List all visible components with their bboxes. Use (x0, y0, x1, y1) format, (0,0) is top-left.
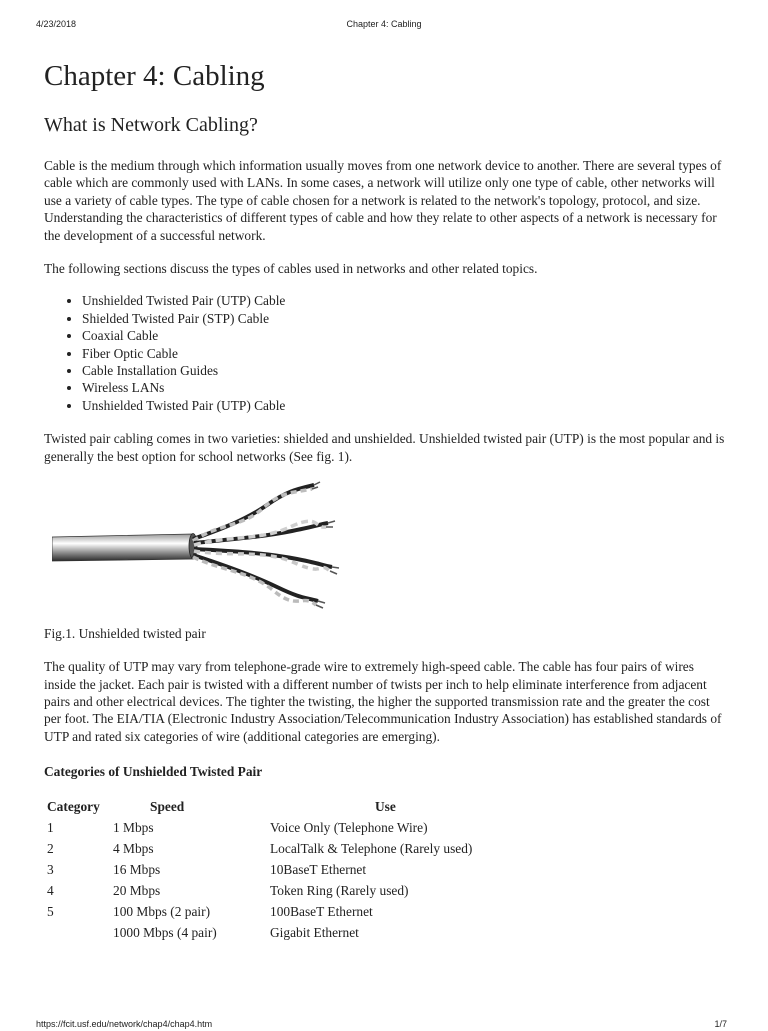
document-body (44, 58, 728, 944)
cell-category (47, 923, 113, 944)
topic-link-fiber[interactable]: • Fiber Optic Cable (82, 345, 728, 362)
cell-use: LocalTalk & Telephone (Rarely used) (270, 841, 473, 857)
cell-speed: 1000 Mbps (4 pair) (113, 925, 217, 941)
print-page-number: 1/7 (714, 1019, 727, 1029)
print-title: Chapter 4: Cabling (346, 19, 422, 29)
utp-cable-figure (44, 479, 728, 614)
cell-use: Token Ring (Rarely used) (270, 883, 409, 899)
intro-paragraph: Cable is the medium through which information usually moves from one network device to another. There are several types of cable which are commonly used with LANs. In some cases, a network will utilize only one type of cable, other networks will use a variety of cable types. The type of cable chosen for a network is related to the network's topology, protocol, and size. Understanding the characteristics of different types of cable and how they relate to other aspects of a network is necessary for the development of a successful network. (44, 158, 722, 243)
cell-use: 100BaseT Ethernet (270, 904, 373, 920)
utp-quality-paragraph: The quality of UTP may vary from telephone-grade wire to extremely high-speed cable. The cable has four pairs of wires inside the jacket. Each pair is twisted with a different number of twists per inch to help eliminate interference from adjacent pairs and other electrical devices. The tighter the twisting, the higher the supported transmission rate and the greater the cost per foot. The EIA/TIA (Electronic Industry Association/Telecommunication Industry Association) has established standards of UTP and rated six categories of wire (additional categories are emerging). (44, 659, 722, 744)
cell-category: 4 (47, 883, 54, 899)
topic-link-stp[interactable]: • Shielded Twisted Pair (STP) Cable (82, 310, 728, 327)
cell-use: 10BaseT Ethernet (270, 862, 367, 878)
topic-link-installation[interactable]: • Cable Installation Guides (82, 362, 728, 379)
table-header-row (47, 797, 615, 818)
header-speed: Speed (150, 799, 185, 815)
print-header (0, 19, 768, 31)
table-row (47, 923, 615, 944)
table-title: Categories of Unshielded Twisted Pair (44, 764, 263, 780)
cell-speed: 4 Mbps (113, 841, 154, 857)
table-row (47, 902, 615, 923)
utp-cable-illustration (52, 479, 352, 614)
cell-category: 1 (47, 820, 54, 836)
cell-category: 5 (47, 904, 54, 920)
cell-speed: 20 Mbps (113, 883, 161, 899)
table-row (47, 839, 615, 860)
cell-speed: 100 Mbps (2 pair) (113, 904, 211, 920)
cell-use: Gigabit Ethernet (270, 925, 359, 941)
header-category: Category (47, 799, 100, 815)
print-date: 4/23/2018 (36, 19, 77, 29)
topic-link-utp[interactable]: • Unshielded Twisted Pair (UTP) Cable (82, 292, 728, 309)
sections-paragraph: The following sections discuss the types of cables used in networks and other related topics. (44, 261, 538, 277)
table-row (47, 860, 615, 881)
cell-category: 3 (47, 862, 54, 878)
header-use: Use (375, 799, 396, 815)
topic-link-utp-2[interactable]: • Unshielded Twisted Pair (UTP) Cable (82, 397, 728, 414)
topic-list (44, 292, 728, 414)
print-footer (0, 1019, 768, 1031)
table-row (47, 881, 615, 902)
print-url: https://fcit.usf.edu/network/chap4/chap4.htm (36, 1019, 213, 1029)
cell-category: 2 (47, 841, 54, 857)
topic-link-wireless[interactable]: • Wireless LANs (82, 379, 728, 396)
chapter-title: Chapter 4: Cabling (44, 60, 265, 92)
cable-jacket (52, 534, 194, 561)
twisted-pair-paragraph: Twisted pair cabling comes in two varieties: shielded and unshielded. Unshielded twisted pair (UTP) is the most popular and is generally the best option for school networks (See fig. 1). (44, 431, 725, 464)
table-row (47, 818, 615, 839)
utp-categories-table (47, 797, 615, 944)
figure-caption: Fig.1. Unshielded twisted pair (44, 626, 206, 642)
cell-speed: 1 Mbps (113, 820, 154, 836)
section-title: What is Network Cabling? (44, 114, 258, 136)
cell-speed: 16 Mbps (113, 862, 161, 878)
topic-link-coaxial[interactable]: • Coaxial Cable (82, 327, 728, 344)
cell-use: Voice Only (Telephone Wire) (270, 820, 428, 836)
